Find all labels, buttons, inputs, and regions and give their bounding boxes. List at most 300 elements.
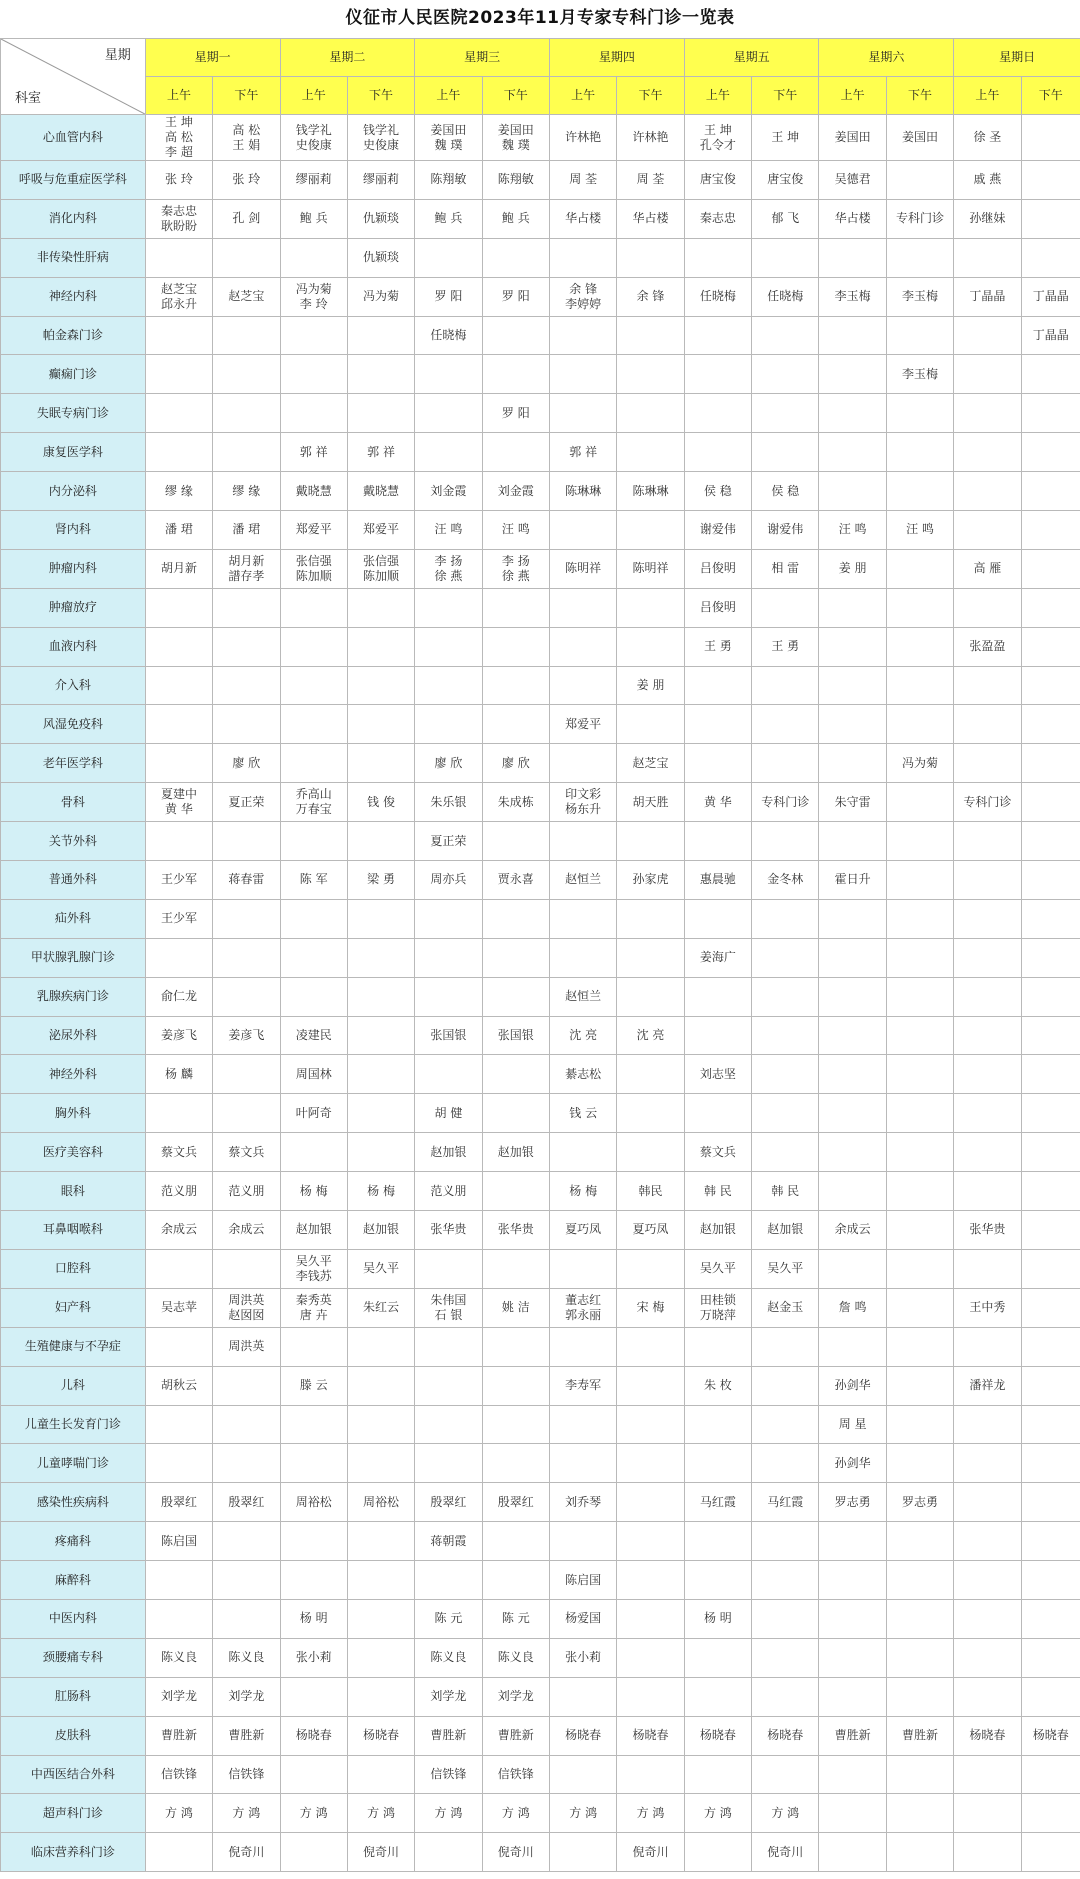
department-row <box>1 1133 1080 1172</box>
morning-doctor-cell: 沈 亮 <box>549 1016 616 1055</box>
afternoon-doctor-cell <box>617 1405 684 1444</box>
department-row <box>1 666 1080 705</box>
afternoon-doctor-cell: 范义朋 <box>213 1172 280 1211</box>
afternoon-doctor-cell <box>1021 899 1080 938</box>
afternoon-doctor-cell <box>1021 1755 1080 1794</box>
schedule-table <box>0 38 1080 1872</box>
morning-doctor-cell: 余 锋 李婷婷 <box>549 277 616 316</box>
afternoon-doctor-cell <box>213 1405 280 1444</box>
afternoon-doctor-cell <box>886 1172 953 1211</box>
morning-header: 上午 <box>684 77 751 115</box>
afternoon-doctor-cell <box>347 899 414 938</box>
morning-doctor-cell: 戴晓慧 <box>280 472 347 511</box>
morning-doctor-cell: 刘志坚 <box>684 1055 751 1094</box>
morning-doctor-cell: 许林艳 <box>549 115 616 161</box>
afternoon-doctor-cell: 蒋春雷 <box>213 861 280 900</box>
morning-doctor-cell: 罗志勇 <box>819 1483 886 1522</box>
afternoon-doctor-cell <box>213 977 280 1016</box>
morning-doctor-cell: 夏正荣 <box>415 822 482 861</box>
afternoon-doctor-cell <box>752 394 819 433</box>
afternoon-doctor-cell <box>886 1444 953 1483</box>
afternoon-doctor-cell <box>347 1094 414 1133</box>
department-row <box>1 1288 1080 1327</box>
department-name: 肿瘤放疗 <box>1 588 146 627</box>
morning-doctor-cell <box>684 744 751 783</box>
morning-doctor-cell <box>415 1561 482 1600</box>
afternoon-doctor-cell: 韩民 <box>617 1172 684 1211</box>
afternoon-doctor-cell <box>1021 355 1080 394</box>
department-name: 神经外科 <box>1 1055 146 1094</box>
morning-doctor-cell <box>954 394 1021 433</box>
afternoon-doctor-cell <box>752 588 819 627</box>
morning-doctor-cell <box>280 1833 347 1872</box>
afternoon-doctor-cell <box>347 316 414 355</box>
department-name: 口腔科 <box>1 1249 146 1288</box>
morning-doctor-cell <box>819 1638 886 1677</box>
morning-doctor-cell: 孙剑华 <box>819 1366 886 1405</box>
morning-doctor-cell <box>684 394 751 433</box>
morning-doctor-cell <box>819 1522 886 1561</box>
afternoon-doctor-cell <box>752 1444 819 1483</box>
afternoon-doctor-cell <box>1021 666 1080 705</box>
morning-doctor-cell <box>415 355 482 394</box>
afternoon-doctor-cell <box>886 1327 953 1366</box>
morning-doctor-cell <box>684 822 751 861</box>
afternoon-doctor-cell <box>886 394 953 433</box>
morning-doctor-cell <box>819 588 886 627</box>
department-name: 老年医学科 <box>1 744 146 783</box>
afternoon-doctor-cell: 殷翠红 <box>482 1483 549 1522</box>
morning-doctor-cell <box>954 861 1021 900</box>
afternoon-doctor-cell: 曹胜新 <box>482 1716 549 1755</box>
afternoon-doctor-cell <box>886 1288 953 1327</box>
morning-doctor-cell <box>145 1327 212 1366</box>
morning-doctor-cell <box>145 316 212 355</box>
morning-doctor-cell: 杨晓春 <box>684 1716 751 1755</box>
afternoon-doctor-cell <box>482 627 549 666</box>
morning-doctor-cell <box>684 1444 751 1483</box>
afternoon-doctor-cell <box>347 938 414 977</box>
morning-doctor-cell <box>819 938 886 977</box>
afternoon-doctor-cell <box>1021 1483 1080 1522</box>
department-row <box>1 355 1080 394</box>
morning-doctor-cell <box>549 666 616 705</box>
morning-doctor-cell <box>415 938 482 977</box>
afternoon-doctor-cell: 沈 亮 <box>617 1016 684 1055</box>
department-name: 儿童生长发育门诊 <box>1 1405 146 1444</box>
department-row <box>1 115 1080 161</box>
afternoon-doctor-cell: 赵加银 <box>482 1133 549 1172</box>
afternoon-header: 下午 <box>1021 77 1080 115</box>
department-row <box>1 1016 1080 1055</box>
morning-doctor-cell <box>819 433 886 472</box>
morning-doctor-cell: 胡秋云 <box>145 1366 212 1405</box>
afternoon-doctor-cell <box>886 1249 953 1288</box>
afternoon-doctor-cell <box>1021 938 1080 977</box>
afternoon-doctor-cell: 罗 阳 <box>482 394 549 433</box>
department-row <box>1 588 1080 627</box>
morning-doctor-cell <box>954 1833 1021 1872</box>
afternoon-doctor-cell <box>752 744 819 783</box>
afternoon-doctor-cell <box>752 433 819 472</box>
afternoon-doctor-cell <box>752 1055 819 1094</box>
morning-doctor-cell <box>684 666 751 705</box>
morning-doctor-cell <box>549 1833 616 1872</box>
page-title: 仪征市人民医院2023年11月专家专科门诊一览表 <box>345 8 735 28</box>
morning-doctor-cell <box>954 1638 1021 1677</box>
afternoon-doctor-cell <box>886 1677 953 1716</box>
afternoon-doctor-cell <box>1021 744 1080 783</box>
afternoon-doctor-cell <box>482 433 549 472</box>
afternoon-doctor-cell <box>213 1599 280 1638</box>
morning-doctor-cell <box>415 1405 482 1444</box>
afternoon-doctor-cell <box>1021 1327 1080 1366</box>
morning-doctor-cell: 曹胜新 <box>415 1716 482 1755</box>
morning-doctor-cell <box>145 1444 212 1483</box>
afternoon-doctor-cell <box>482 1444 549 1483</box>
morning-doctor-cell <box>684 1094 751 1133</box>
afternoon-doctor-cell <box>1021 1016 1080 1055</box>
department-name: 消化内科 <box>1 199 146 238</box>
department-name: 疝外科 <box>1 899 146 938</box>
morning-doctor-cell: 杨晓春 <box>280 1716 347 1755</box>
department-name: 心血管内科 <box>1 115 146 161</box>
afternoon-doctor-cell: 谢爱伟 <box>752 511 819 550</box>
afternoon-doctor-cell <box>752 1366 819 1405</box>
afternoon-doctor-cell <box>886 1016 953 1055</box>
afternoon-doctor-cell <box>886 433 953 472</box>
morning-doctor-cell: 王少军 <box>145 899 212 938</box>
morning-doctor-cell <box>415 899 482 938</box>
afternoon-doctor-cell <box>347 1677 414 1716</box>
department-row <box>1 161 1080 200</box>
afternoon-doctor-cell: 吴久平 <box>347 1249 414 1288</box>
afternoon-doctor-cell: 陈义良 <box>213 1638 280 1677</box>
afternoon-doctor-cell: 张 玲 <box>213 161 280 200</box>
afternoon-doctor-cell: 张信强 陈加顺 <box>347 549 414 588</box>
afternoon-doctor-cell <box>886 1405 953 1444</box>
afternoon-doctor-cell: 刘学龙 <box>482 1677 549 1716</box>
afternoon-doctor-cell <box>213 394 280 433</box>
morning-doctor-cell: 赵加银 <box>684 1211 751 1250</box>
morning-doctor-cell <box>684 1638 751 1677</box>
afternoon-doctor-cell <box>1021 627 1080 666</box>
morning-doctor-cell <box>415 705 482 744</box>
afternoon-doctor-cell <box>752 1522 819 1561</box>
morning-doctor-cell <box>415 1366 482 1405</box>
afternoon-doctor-cell <box>886 588 953 627</box>
morning-doctor-cell: 赵加银 <box>280 1211 347 1250</box>
afternoon-doctor-cell <box>347 744 414 783</box>
afternoon-doctor-cell <box>1021 1522 1080 1561</box>
department-row <box>1 1794 1080 1833</box>
morning-doctor-cell <box>954 588 1021 627</box>
afternoon-doctor-cell: 许林艳 <box>617 115 684 161</box>
department-name: 眼科 <box>1 1172 146 1211</box>
half-day-header-row <box>1 77 1080 115</box>
morning-doctor-cell: 田桂锁 万晓萍 <box>684 1288 751 1327</box>
afternoon-doctor-cell <box>617 627 684 666</box>
morning-doctor-cell: 刘学龙 <box>415 1677 482 1716</box>
morning-doctor-cell: 吴德君 <box>819 161 886 200</box>
afternoon-doctor-cell: 杨 梅 <box>347 1172 414 1211</box>
morning-doctor-cell <box>415 1833 482 1872</box>
afternoon-doctor-cell <box>213 705 280 744</box>
morning-doctor-cell <box>280 588 347 627</box>
afternoon-doctor-cell <box>617 1561 684 1600</box>
afternoon-doctor-cell <box>213 899 280 938</box>
department-name: 普通外科 <box>1 861 146 900</box>
afternoon-doctor-cell: 缪丽莉 <box>347 161 414 200</box>
morning-doctor-cell <box>819 744 886 783</box>
department-row <box>1 472 1080 511</box>
afternoon-doctor-cell <box>213 822 280 861</box>
afternoon-doctor-cell <box>617 511 684 550</box>
department-name: 超声科门诊 <box>1 1794 146 1833</box>
afternoon-doctor-cell <box>347 1638 414 1677</box>
afternoon-doctor-cell <box>752 1755 819 1794</box>
afternoon-doctor-cell: 赵加银 <box>752 1211 819 1250</box>
afternoon-doctor-cell <box>1021 511 1080 550</box>
afternoon-doctor-cell <box>213 238 280 277</box>
afternoon-doctor-cell <box>617 1133 684 1172</box>
afternoon-doctor-cell <box>482 1405 549 1444</box>
afternoon-doctor-cell <box>617 588 684 627</box>
afternoon-doctor-cell <box>213 1444 280 1483</box>
morning-doctor-cell: 殷翠红 <box>145 1483 212 1522</box>
morning-doctor-cell: 孙剑华 <box>819 1444 886 1483</box>
morning-doctor-cell: 朱 枚 <box>684 1366 751 1405</box>
afternoon-doctor-cell <box>617 1483 684 1522</box>
morning-doctor-cell <box>954 433 1021 472</box>
afternoon-doctor-cell <box>752 1133 819 1172</box>
department-name: 疼痛科 <box>1 1522 146 1561</box>
afternoon-doctor-cell <box>213 1249 280 1288</box>
afternoon-doctor-cell <box>752 1016 819 1055</box>
afternoon-doctor-cell: 高 松 王 娟 <box>213 115 280 161</box>
morning-doctor-cell: 曹胜新 <box>145 1716 212 1755</box>
morning-doctor-cell <box>954 1133 1021 1172</box>
morning-doctor-cell: 汪 鸣 <box>819 511 886 550</box>
afternoon-doctor-cell <box>886 549 953 588</box>
morning-doctor-cell: 信铁锋 <box>145 1755 212 1794</box>
morning-doctor-cell <box>280 627 347 666</box>
morning-doctor-cell <box>280 1561 347 1600</box>
afternoon-doctor-cell <box>347 627 414 666</box>
morning-doctor-cell <box>280 822 347 861</box>
morning-doctor-cell <box>684 705 751 744</box>
morning-doctor-cell <box>549 744 616 783</box>
morning-doctor-cell <box>549 899 616 938</box>
afternoon-doctor-cell <box>617 1249 684 1288</box>
department-name: 癫痫门诊 <box>1 355 146 394</box>
morning-header: 上午 <box>415 77 482 115</box>
afternoon-doctor-cell <box>1021 433 1080 472</box>
afternoon-doctor-cell <box>213 1522 280 1561</box>
afternoon-header: 下午 <box>213 77 280 115</box>
department-name: 骨科 <box>1 783 146 822</box>
afternoon-doctor-cell <box>886 1055 953 1094</box>
morning-doctor-cell: 李寿军 <box>549 1366 616 1405</box>
morning-doctor-cell <box>819 1794 886 1833</box>
afternoon-doctor-cell: 倪奇川 <box>617 1833 684 1872</box>
department-row <box>1 1327 1080 1366</box>
morning-doctor-cell <box>954 1794 1021 1833</box>
morning-doctor-cell <box>145 744 212 783</box>
afternoon-doctor-cell: 周 荃 <box>617 161 684 200</box>
afternoon-doctor-cell <box>886 783 953 822</box>
afternoon-doctor-cell <box>617 238 684 277</box>
morning-doctor-cell <box>145 1094 212 1133</box>
morning-doctor-cell <box>684 1755 751 1794</box>
morning-doctor-cell <box>280 899 347 938</box>
afternoon-doctor-cell: 鲍 兵 <box>482 199 549 238</box>
afternoon-doctor-cell: 钱 俊 <box>347 783 414 822</box>
afternoon-doctor-cell: 姜国田 <box>886 115 953 161</box>
afternoon-doctor-cell <box>617 316 684 355</box>
morning-doctor-cell: 刘金霞 <box>415 472 482 511</box>
department-row <box>1 1755 1080 1794</box>
afternoon-doctor-cell: 郭 祥 <box>347 433 414 472</box>
weekday-header: 星期四 <box>549 39 684 77</box>
morning-doctor-cell: 罗 阳 <box>415 277 482 316</box>
morning-doctor-cell <box>819 977 886 1016</box>
department-name: 甲状腺乳腺门诊 <box>1 938 146 977</box>
afternoon-doctor-cell <box>752 355 819 394</box>
afternoon-doctor-cell <box>1021 1288 1080 1327</box>
morning-doctor-cell <box>819 666 886 705</box>
morning-doctor-cell: 杨晓春 <box>954 1716 1021 1755</box>
afternoon-doctor-cell <box>347 1366 414 1405</box>
department-name: 儿科 <box>1 1366 146 1405</box>
afternoon-doctor-cell: 杨晓春 <box>617 1716 684 1755</box>
department-row <box>1 938 1080 977</box>
morning-doctor-cell <box>684 355 751 394</box>
afternoon-doctor-cell: 周洪英 赵囡囡 <box>213 1288 280 1327</box>
afternoon-doctor-cell: 赵金玉 <box>752 1288 819 1327</box>
afternoon-doctor-cell <box>886 238 953 277</box>
morning-doctor-cell: 王 坤 孔令才 <box>684 115 751 161</box>
afternoon-doctor-cell: 丁晶晶 <box>1021 316 1080 355</box>
afternoon-doctor-cell <box>347 1522 414 1561</box>
morning-doctor-cell: 任晓梅 <box>684 277 751 316</box>
department-row <box>1 899 1080 938</box>
department-name: 乳腺疾病门诊 <box>1 977 146 1016</box>
department-name: 血液内科 <box>1 627 146 666</box>
morning-doctor-cell: 方 鸿 <box>415 1794 482 1833</box>
afternoon-doctor-cell <box>1021 238 1080 277</box>
morning-doctor-cell <box>549 394 616 433</box>
morning-doctor-cell: 霍日升 <box>819 861 886 900</box>
department-name: 麻醉科 <box>1 1561 146 1600</box>
department-row <box>1 1561 1080 1600</box>
morning-doctor-cell: 王 坤 高 松 李 超 <box>145 115 212 161</box>
department-name: 耳鼻咽喉科 <box>1 1211 146 1250</box>
morning-doctor-cell: 印文彩 杨东升 <box>549 783 616 822</box>
morning-doctor-cell: 王少军 <box>145 861 212 900</box>
morning-doctor-cell <box>549 938 616 977</box>
afternoon-doctor-cell: 孔 剑 <box>213 199 280 238</box>
morning-doctor-cell: 王 勇 <box>684 627 751 666</box>
morning-doctor-cell: 方 鸿 <box>684 1794 751 1833</box>
afternoon-doctor-cell <box>1021 1211 1080 1250</box>
morning-doctor-cell: 吴久平 <box>684 1249 751 1288</box>
afternoon-doctor-cell: 宋 梅 <box>617 1288 684 1327</box>
morning-doctor-cell <box>415 394 482 433</box>
afternoon-doctor-cell: 方 鸿 <box>752 1794 819 1833</box>
morning-doctor-cell <box>280 938 347 977</box>
morning-doctor-cell: 丁晶晶 <box>954 277 1021 316</box>
afternoon-doctor-cell <box>1021 1794 1080 1833</box>
morning-doctor-cell <box>954 511 1021 550</box>
afternoon-doctor-cell: 缪 缘 <box>213 472 280 511</box>
morning-doctor-cell: 谢爱伟 <box>684 511 751 550</box>
morning-doctor-cell: 张信强 陈加顺 <box>280 549 347 588</box>
afternoon-doctor-cell <box>617 1055 684 1094</box>
afternoon-doctor-cell: 姜国田 魏 璞 <box>482 115 549 161</box>
morning-doctor-cell: 綦志松 <box>549 1055 616 1094</box>
afternoon-doctor-cell <box>617 938 684 977</box>
afternoon-doctor-cell <box>1021 1249 1080 1288</box>
morning-doctor-cell: 方 鸿 <box>549 1794 616 1833</box>
morning-doctor-cell: 张小莉 <box>549 1638 616 1677</box>
morning-doctor-cell <box>415 666 482 705</box>
afternoon-doctor-cell <box>752 1677 819 1716</box>
afternoon-doctor-cell <box>1021 472 1080 511</box>
morning-doctor-cell <box>145 238 212 277</box>
afternoon-doctor-cell <box>347 1561 414 1600</box>
morning-doctor-cell: 姜国田 魏 璞 <box>415 115 482 161</box>
morning-doctor-cell: 钱 云 <box>549 1094 616 1133</box>
morning-doctor-cell <box>280 1677 347 1716</box>
morning-doctor-cell: 缪丽莉 <box>280 161 347 200</box>
afternoon-doctor-cell: 信铁锋 <box>482 1755 549 1794</box>
department-row <box>1 1638 1080 1677</box>
afternoon-doctor-cell: 倪奇川 <box>347 1833 414 1872</box>
morning-doctor-cell: 夏巧凤 <box>549 1211 616 1250</box>
afternoon-doctor-cell <box>213 938 280 977</box>
morning-doctor-cell: 杨 麟 <box>145 1055 212 1094</box>
afternoon-doctor-cell: 李玉梅 <box>886 355 953 394</box>
afternoon-doctor-cell <box>213 627 280 666</box>
morning-doctor-cell <box>819 627 886 666</box>
afternoon-doctor-cell <box>482 1094 549 1133</box>
afternoon-doctor-cell <box>886 1599 953 1638</box>
morning-doctor-cell <box>684 977 751 1016</box>
morning-doctor-cell <box>415 627 482 666</box>
weekday-header-row <box>1 39 1080 77</box>
morning-doctor-cell: 张盈盈 <box>954 627 1021 666</box>
afternoon-doctor-cell <box>482 316 549 355</box>
afternoon-doctor-cell <box>617 822 684 861</box>
afternoon-doctor-cell <box>482 1366 549 1405</box>
morning-doctor-cell <box>819 1249 886 1288</box>
morning-doctor-cell <box>954 822 1021 861</box>
morning-doctor-cell <box>684 1677 751 1716</box>
afternoon-doctor-cell <box>482 1327 549 1366</box>
morning-doctor-cell <box>954 1172 1021 1211</box>
morning-doctor-cell <box>819 1172 886 1211</box>
morning-doctor-cell <box>280 1522 347 1561</box>
afternoon-doctor-cell <box>347 822 414 861</box>
afternoon-doctor-cell <box>213 1366 280 1405</box>
afternoon-doctor-cell <box>347 1133 414 1172</box>
department-row <box>1 627 1080 666</box>
morning-doctor-cell: 杨晓春 <box>549 1716 616 1755</box>
morning-header: 上午 <box>280 77 347 115</box>
afternoon-doctor-cell <box>886 1794 953 1833</box>
afternoon-doctor-cell: 丁晶晶 <box>1021 277 1080 316</box>
